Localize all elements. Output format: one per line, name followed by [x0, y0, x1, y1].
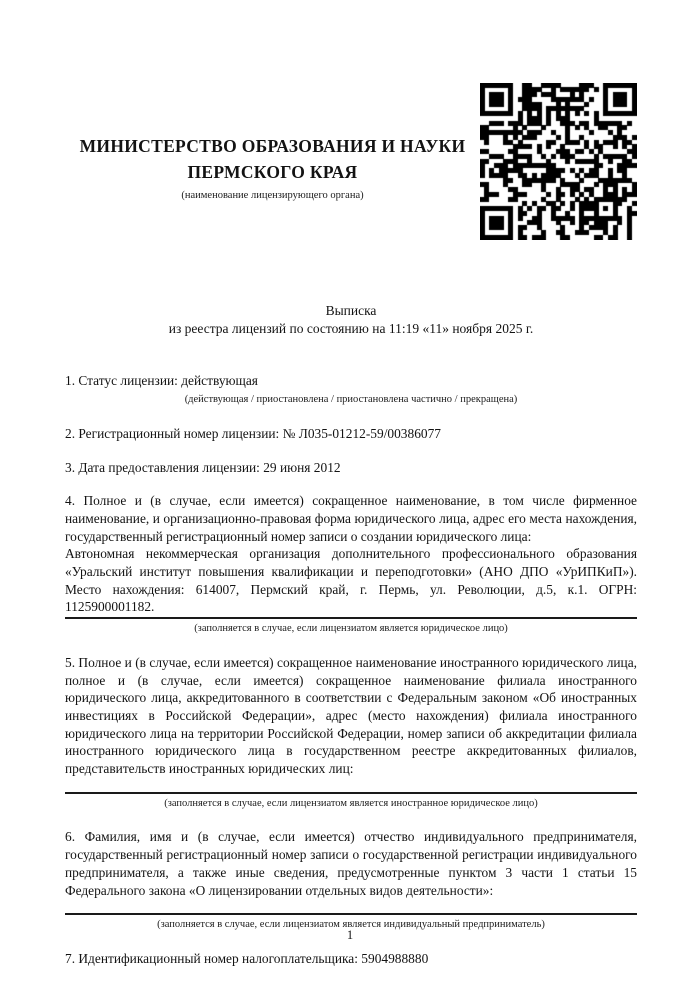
licensing-authority-block	[65, 83, 480, 201]
legal-entity-caption: (заполняется в случае, если лицензиатом является юридическое лицо)	[194, 623, 508, 635]
legal-entity-section	[65, 492, 637, 638]
ministry-name-line1: МИНИСТЕРСТВО ОБРАЗОВАНИЯ И НАУКИ	[79, 136, 466, 156]
taxpayer-id: 7. Идентификационный номер налогоплательщика: 5904988880	[65, 950, 429, 966]
foreign-entity-caption: (заполняется в случае, если лицензиатом является иностранное юридическое лицо)	[164, 797, 538, 809]
title-line2: из реестра лицензий по состоянию на 11:19 «11» ноября 2025 г.	[168, 320, 534, 336]
ministry-name-line2: ПЕРМСКОГО КРАЯ	[187, 162, 358, 182]
individual-entrepreneur-caption: (заполняется в случае, если лицензиатом является индивидуальный предприниматель)	[157, 919, 545, 931]
foreign-entity-value-blank	[65, 778, 637, 794]
license-status: 1. Статус лицензии: действующая	[65, 373, 258, 389]
legal-entity-value: Автономная некоммерческая организация дополнительного профессионального образования «Уральский институт повышения квалификации и переподготовки» (АНО ДПО «УрИПКиП»). Место нахождения: 614007, Пермский край, г. Пермь, ул. Революции, д.5, к.1. ОГРН: 1125900001182.	[65, 545, 637, 619]
individual-entrepreneur-value-blank	[65, 899, 637, 915]
document-title	[65, 302, 637, 337]
individual-entrepreneur-label: 6. Фамилия, имя и (в случае, если имеется) отчество индивидуального предпринимателя, государственный регистрационный номер записи о государственной регистрации индивидуального предпринимателя, а также иные сведения, предусмотренные пунктом 3 части 1 статьи 15 Федерального закона «О лицензировании отдельных видов деятельности»:	[65, 829, 637, 898]
individual-entrepreneur-section	[65, 828, 637, 934]
license-registration-number: 2. Регистрационный номер лицензии: № Л035-01212-59/00386077	[65, 425, 441, 441]
page-number: 1	[346, 928, 354, 942]
qr-code-icon	[480, 83, 637, 240]
license-grant-date: 3. Дата предоставления лицензии: 29 июня 2012	[65, 459, 341, 475]
license-status-caption: (действующая / приостановлена / приостановлена частично / прекращена)	[184, 394, 518, 406]
title-line1: Выписка	[325, 303, 377, 318]
document-body	[65, 372, 637, 967]
foreign-entity-section	[65, 654, 637, 813]
document-header	[65, 0, 637, 240]
foreign-entity-label: 5. Полное и (в случае, если имеется) сокращенное наименование иностранного юридического лица, полное и (в случае, если имеется) сокращенное наименование филиала иностранного юридического лица, аккредитованного в соответствии с Федеральным законом «Об иностранных инвестициях в Российской Федерации», адрес (место нахождения) филиала иностранного юридического лица на территории Российской Федерации, номер записи об аккредитации филиала иностранного юридического лица в государственном реестре аккредитованных филиалов, представительств иностранных юридических лиц:	[65, 654, 637, 777]
ministry-caption: (наименование лицензирующего органа)	[181, 190, 364, 201]
legal-entity-label: 4. Полное и (в случае, если имеется) сокращенное наименование, в том числе фирменное наименование, и организационно-правовая форма юридического лица, адрес его места нахождения, государственный регистрационный номер записи о создании юридического лица:	[65, 493, 637, 544]
